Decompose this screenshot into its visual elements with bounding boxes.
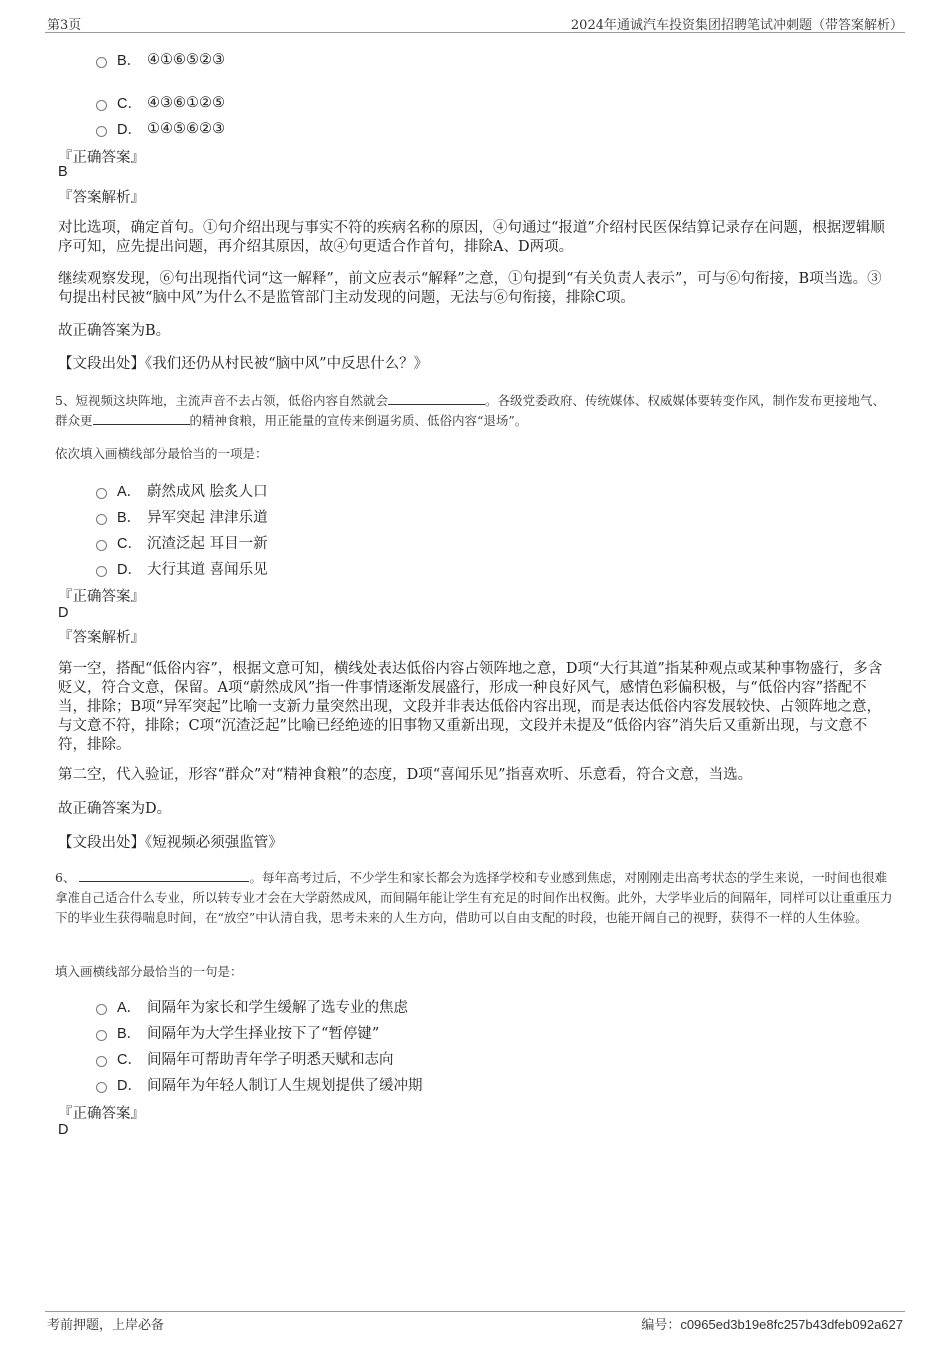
q5-option-a[interactable] <box>96 480 268 501</box>
q4-answer: B <box>58 164 68 180</box>
radio-icon[interactable] <box>96 1082 107 1093</box>
q5-analysis-paragraph: 第二空，代入验证，形容“群众”对“精神食粮”的态度，D项“喜闻乐见”指喜欢听、乐意看，符合文意，当选。 <box>58 767 753 783</box>
option-text: 沉渣泛起 耳目一新 <box>147 536 268 552</box>
question-text-part: 。每年高考过后，不少学生和家长都会为选择学校和专业感到焦虑，对刚刚走出高考状态的学生来说，一时间也很难拿准自己适合什么专业，所以转专业才会在大学蔚然成风，而间隔年能让学生有充足的时间作出权衡。此外，大学毕业后的间隔年，同样可以让重重压力下的毕业生获得喘息时间，在“放空”中认清自我，思考未来的人生方向，借助可以自由支配的时段，也能开阔自己的视野，获得不一样的人生体验。 <box>55 870 893 925</box>
option-letter: D． <box>117 562 142 578</box>
option-text: ①④⑤⑥②③ <box>147 120 225 137</box>
q5-option-c[interactable] <box>96 532 268 553</box>
q4-option-c[interactable] <box>96 92 225 113</box>
radio-icon[interactable] <box>96 540 107 551</box>
radio-icon[interactable] <box>96 1004 107 1015</box>
option-text: 间隔年为年轻人制订人生规划提供了缓冲期 <box>147 1078 423 1094</box>
code-label: 编号： <box>641 1318 681 1333</box>
document-code <box>641 1314 903 1333</box>
option-letter: B． <box>117 510 142 526</box>
radio-icon[interactable] <box>96 514 107 525</box>
question-text-part: 的精神食粮，用正能量的宣传来倒逼劣质、低俗内容“退场”。 <box>189 413 528 428</box>
q5-prompt: 依次填入画横线部分最恰当的一项是： <box>55 446 268 461</box>
q4-analysis-paragraph: 继续观察发现，⑥句出现指代词“这一解释”，前文应表示“解释”之意，①句提到“有关负责人表示”，可与⑥句衔接，B项当选。③句提出村民被“脑中风”为什么不是监管部门主动发现的问题，无法与⑥句衔接，排除C项。 <box>58 271 882 306</box>
q4-option-d[interactable] <box>96 118 225 139</box>
option-text: 间隔年为大学生择业按下了“暂停键” <box>147 1026 380 1042</box>
radio-icon[interactable] <box>96 566 107 577</box>
option-letter: B． <box>117 1026 142 1042</box>
option-text: ④③⑥①②⑤ <box>147 94 225 111</box>
question-text-part: 。各级党委政府、传统媒体、权威媒体要转变作风，制作发布更接地气、群众更 <box>55 393 885 428</box>
option-letter: A． <box>117 1000 142 1016</box>
option-text: 异军突起 津津乐道 <box>147 510 268 526</box>
radio-icon[interactable] <box>96 100 107 111</box>
option-text: 间隔年可帮助青年学子明悉天赋和志向 <box>147 1052 394 1068</box>
option-text: 大行其道 喜闻乐见 <box>147 562 268 578</box>
q4-option-b[interactable] <box>96 49 225 70</box>
option-text: 间隔年为家长和学生缓解了选专业的焦虑 <box>147 1000 408 1016</box>
q4-analysis-label: 『答案解析』 <box>58 190 145 206</box>
q5-analysis-paragraph: 第一空，搭配“低俗内容”，根据文意可知，横线处表达低俗内容占领阵地之意，D项“大行其道”指某种观点或某种事物盛行，多含贬义，符合文意，保留。A项“蔚然成风”指一件事情逐渐发展盛行，形成一种良好风气，感情色彩偏积极，与“低俗内容”搭配不当，排除；B项“异军突起”比喻一支新力量突然出现，文段并非表达低俗内容出现，而是表达低俗内容发展较快、占领阵地之意，与文意不符，排除；C项“沉渣泛起”比喻已经绝迹的旧事物又重新出现，文段并未提及“低俗内容”消失后又重新出现，与文意不符，排除。 <box>58 661 883 753</box>
option-letter: C． <box>117 536 142 552</box>
code-value: c0965ed3b19e8fc257b43dfeb092a627 <box>680 1317 903 1332</box>
q4-analysis-paragraph: 对比选项，确定首句。①句介绍出现与事实不符的疾病名称的原因，④句通过“报道”介绍村民医保结算记录存在问题，根据逻辑顺序可知，应先提出问题，再介绍其原因，故④句更适合作首句，排除A、D两项。 <box>58 220 885 255</box>
q5-analysis-label: 『答案解析』 <box>58 630 145 646</box>
footer-slogan: 考前押题，上岸必备 <box>47 1318 165 1333</box>
option-letter: D． <box>117 122 142 138</box>
option-letter: A． <box>117 484 142 500</box>
fill-blank <box>93 411 190 425</box>
footer-divider <box>45 1311 905 1312</box>
radio-icon[interactable] <box>96 57 107 68</box>
radio-icon[interactable] <box>96 488 107 499</box>
question-number: 5、 <box>55 393 76 408</box>
q6-option-b[interactable] <box>96 1022 379 1043</box>
document-title: 2024年通诚汽车投资集团招聘笔试冲刺题（带答案解析） <box>570 18 903 33</box>
q6-answer: D <box>58 1122 69 1138</box>
q6-option-c[interactable] <box>96 1048 394 1069</box>
option-text: ④①⑥⑤②③ <box>147 51 225 68</box>
q5-option-b[interactable] <box>96 506 268 527</box>
q6-option-a[interactable] <box>96 996 408 1017</box>
q4-analysis-conclusion: 故正确答案为B。 <box>58 323 171 339</box>
option-letter: C． <box>117 1052 142 1068</box>
q5-answer: D <box>58 605 69 621</box>
option-letter: D． <box>117 1078 142 1094</box>
q5-question-text <box>55 391 897 431</box>
q4-answer-label: 『正确答案』 <box>58 150 145 166</box>
radio-icon[interactable] <box>96 1056 107 1067</box>
option-text: 蔚然成风 脍炙人口 <box>147 484 268 500</box>
question-number: 6、 <box>55 870 76 885</box>
fill-blank <box>388 391 485 405</box>
q5-analysis-conclusion: 故正确答案为D。 <box>58 801 172 817</box>
question-text-part: 短视频这块阵地，主流声音不去占领，低俗内容自然就会 <box>75 393 388 408</box>
q4-source: 【文段出处】《我们还仍从村民被“脑中风”中反思什么？》 <box>58 356 429 372</box>
q5-option-d[interactable] <box>96 558 268 579</box>
page-number: 第3页 <box>47 18 82 33</box>
q5-answer-label: 『正确答案』 <box>58 589 145 605</box>
option-letter: C． <box>117 96 142 112</box>
radio-icon[interactable] <box>96 1030 107 1041</box>
radio-icon[interactable] <box>96 126 107 137</box>
q6-answer-label: 『正确答案』 <box>58 1106 145 1122</box>
q5-source: 【文段出处】《短视频必须强监管》 <box>58 835 283 851</box>
fill-blank <box>79 868 249 882</box>
q6-option-d[interactable] <box>96 1074 423 1095</box>
q6-question-text <box>55 868 897 928</box>
q6-prompt: 填入画横线部分最恰当的一句是： <box>55 964 243 979</box>
option-letter: B． <box>117 53 142 69</box>
header-divider <box>45 32 905 33</box>
